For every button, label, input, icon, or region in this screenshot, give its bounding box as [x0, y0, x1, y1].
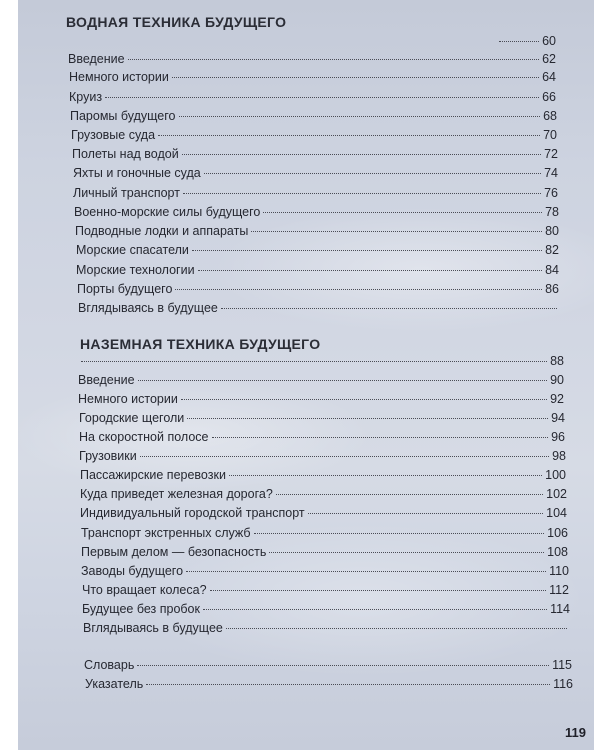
page-ref: 64	[542, 70, 556, 84]
page-ref: 84	[545, 263, 559, 277]
leader-dots	[204, 173, 541, 174]
page-ref: 60	[542, 34, 556, 48]
entry-title: Что вращает колеса?	[82, 583, 207, 597]
page-ref: 94	[551, 411, 565, 425]
leader-dots	[146, 684, 550, 685]
toc-row	[79, 449, 566, 463]
toc-row	[70, 109, 557, 123]
page-ref: 72	[544, 147, 558, 161]
leader-dots	[137, 665, 549, 666]
entry-title: Немного истории	[78, 392, 178, 406]
page-ref: 70	[543, 128, 557, 142]
leader-dots	[499, 41, 539, 42]
page-ref: 76	[544, 186, 558, 200]
leader-dots	[81, 361, 547, 362]
entry-title: На скоростной полосе	[79, 430, 209, 444]
section-heading-land: НАЗЕМНАЯ ТЕХНИКА БУДУЩЕГО	[80, 336, 321, 352]
toc-row	[75, 224, 559, 238]
toc-row	[79, 430, 565, 444]
leader-dots	[192, 250, 542, 251]
toc-row	[71, 128, 557, 142]
page-ref: 106	[547, 526, 568, 540]
toc-row	[69, 90, 556, 104]
page-ref: 82	[545, 243, 559, 257]
toc-row	[81, 564, 569, 578]
entry-title: Указатель	[85, 677, 144, 691]
page-ref: 62	[542, 52, 556, 66]
entry-title: Вглядываясь в будущее	[78, 301, 218, 315]
leader-dots	[203, 609, 547, 610]
leader-dots	[158, 135, 540, 136]
page-ref: 98	[552, 449, 566, 463]
entry-title: Яхты и гоночные суда	[73, 166, 201, 180]
entry-title: Морские технологии	[76, 263, 195, 277]
leader-dots	[254, 533, 545, 534]
entry-title: Будущее без пробок	[82, 602, 200, 616]
leader-dots	[212, 437, 549, 438]
toc-row	[80, 506, 567, 520]
entry-title: Военно-морские силы будущего	[74, 205, 261, 219]
toc-row	[80, 468, 566, 482]
toc-row-intro-page	[78, 354, 564, 368]
entry-title: Первым делом — безопасность	[81, 545, 267, 559]
leader-dots	[181, 399, 547, 400]
page-ref: 102	[546, 487, 567, 501]
leader-dots	[182, 154, 541, 155]
page-ref: 66	[542, 90, 556, 104]
leader-dots	[186, 571, 546, 572]
entry-title: Круиз	[69, 90, 103, 104]
toc-row	[80, 487, 567, 501]
page-number: 119	[565, 725, 586, 740]
toc-row	[73, 166, 558, 180]
toc-row	[76, 263, 559, 277]
page-ref: 90	[550, 373, 564, 387]
leader-dots	[229, 475, 542, 476]
page-ref: 68	[543, 109, 557, 123]
leader-dots	[183, 193, 541, 194]
page-ref: 112	[549, 583, 569, 597]
toc-row	[82, 583, 569, 597]
toc-row	[82, 602, 570, 616]
page-ref: 104	[546, 506, 567, 520]
page-ref: 110	[549, 564, 569, 578]
leader-dots	[221, 308, 557, 309]
leader-dots	[263, 212, 542, 213]
leader-dots	[128, 59, 539, 60]
entry-title: Морские спасатели	[76, 243, 189, 257]
page-ref: 96	[551, 430, 565, 444]
entry-title: Введение	[68, 52, 125, 66]
page-ref: 92	[550, 392, 564, 406]
entry-title: Личный транспорт	[73, 186, 180, 200]
entry-title: Порты будущего	[77, 282, 173, 296]
toc-row	[76, 243, 559, 257]
leader-dots	[226, 628, 567, 629]
toc-row	[68, 52, 556, 66]
toc-row	[74, 205, 559, 219]
leader-dots	[105, 97, 539, 98]
entry-title: Городские щеголи	[79, 411, 185, 425]
page-ref: 86	[545, 282, 559, 296]
entry-title: Немного истории	[69, 70, 169, 84]
page-ref: 74	[544, 166, 558, 180]
leader-dots	[187, 418, 548, 419]
toc-row	[78, 301, 560, 315]
toc-row	[81, 545, 568, 559]
leader-dots	[251, 231, 542, 232]
leader-dots	[179, 116, 541, 117]
page-ref: 80	[545, 224, 559, 238]
entry-title: Словарь	[84, 658, 135, 672]
entry-title: Индивидуальный городской транспорт	[80, 506, 305, 520]
leader-dots	[175, 289, 542, 290]
toc-row-intro-page	[496, 34, 556, 48]
toc-row	[78, 373, 564, 387]
toc-row	[78, 392, 564, 406]
page-ref: 88	[550, 354, 564, 368]
leader-dots	[140, 456, 549, 457]
toc-row	[73, 186, 558, 200]
page-ref: 115	[552, 658, 572, 672]
entry-title: Транспорт экстренных служб	[81, 526, 251, 540]
leader-dots	[269, 552, 544, 553]
toc-row	[79, 411, 565, 425]
entry-title: Паромы будущего	[70, 109, 176, 123]
toc-row	[77, 282, 559, 296]
entry-title: Введение	[78, 373, 135, 387]
page-ref: 114	[550, 602, 570, 616]
entry-title: Вглядываясь в будущее	[83, 621, 223, 635]
toc-row	[81, 526, 568, 540]
entry-title: Полеты над водой	[72, 147, 179, 161]
leader-dots	[138, 380, 547, 381]
toc-page	[18, 0, 594, 750]
toc-row	[83, 621, 570, 635]
toc-row	[72, 147, 558, 161]
entry-title: Пассажирские перевозки	[80, 468, 226, 482]
leader-dots	[172, 77, 539, 78]
leader-dots	[210, 590, 547, 591]
leader-dots	[276, 494, 543, 495]
entry-title: Грузовики	[79, 449, 137, 463]
toc-row-glossary	[84, 658, 572, 672]
leader-dots	[198, 270, 543, 271]
entry-title: Подводные лодки и аппараты	[75, 224, 249, 238]
entry-title: Заводы будущего	[81, 564, 184, 578]
leader-dots	[308, 513, 544, 514]
section-heading-water: ВОДНАЯ ТЕХНИКА БУДУЩЕГО	[66, 14, 287, 30]
page-ref: 100	[545, 468, 566, 482]
page-ref: 108	[547, 545, 568, 559]
page-ref: 78	[545, 205, 559, 219]
page-ref: 116	[553, 677, 573, 691]
toc-row-index	[85, 677, 573, 691]
toc-row	[69, 70, 556, 84]
entry-title: Грузовые суда	[71, 128, 156, 142]
entry-title: Куда приведет железная дорога?	[80, 487, 273, 501]
